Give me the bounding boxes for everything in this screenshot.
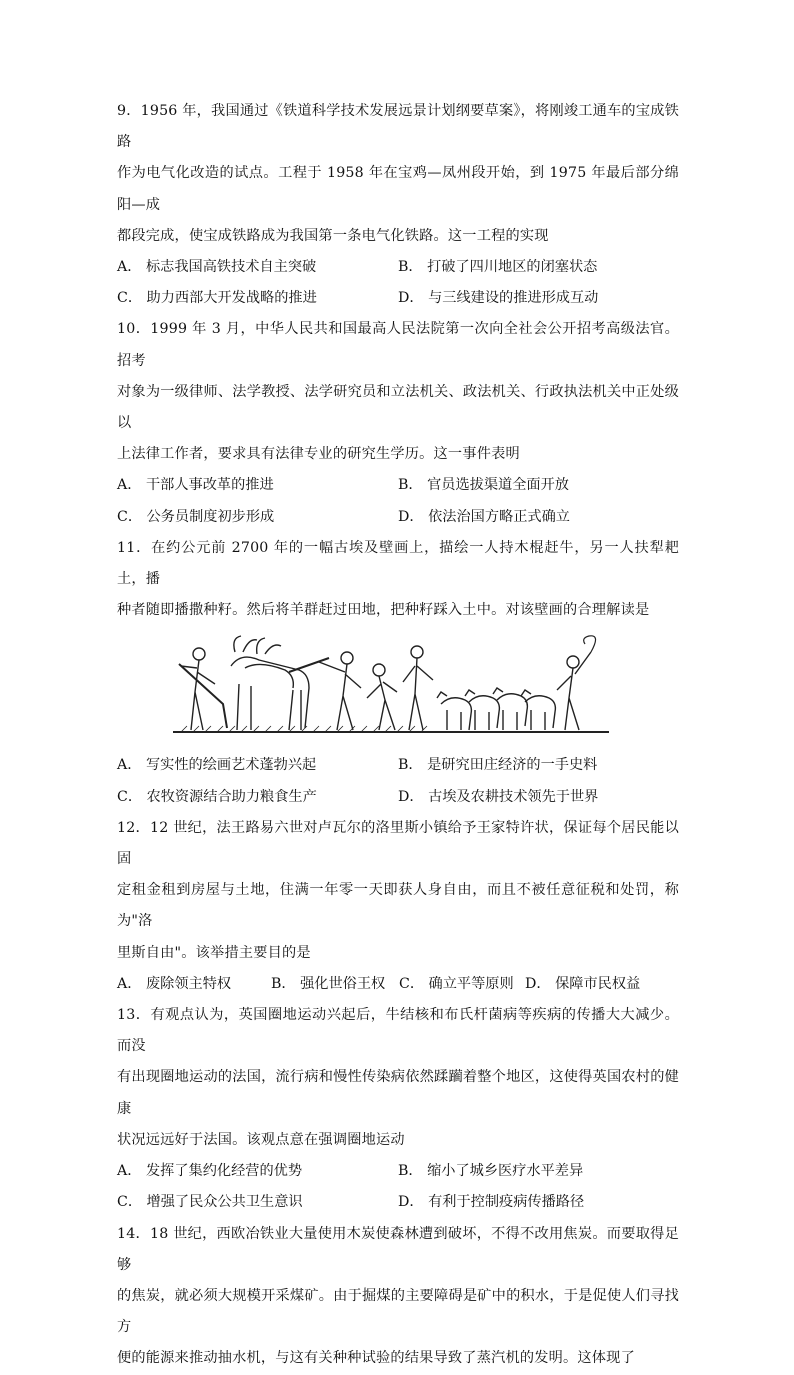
question-stem-line: 里斯自由"。该举措主要目的是 — [117, 944, 311, 961]
question-stem-line: 12．12 世纪，法王路易六世对卢瓦尔的洛里斯小镇给予王家特许状，保证每个居民能以固 — [117, 819, 679, 868]
question-stem-line: 10．1999 年 3 月，中华人民共和国最高人民法院第一次向全社会公开招考高级法官。招考 — [117, 321, 679, 369]
options-row — [117, 502, 679, 533]
egyptian-mural-figure — [117, 632, 679, 748]
options-row — [117, 283, 679, 314]
question-13 — [117, 1000, 679, 1218]
option-a[interactable]: A． 写实性的绘画艺术蓬勃兴起 — [117, 757, 317, 774]
mural-illustration — [171, 632, 611, 744]
option-d[interactable]: D． 与三线建设的推进形成互动 — [398, 290, 599, 307]
options-row — [117, 782, 679, 813]
question-stem-line: 9．1956 年，我国通过《铁道科学技术发展远景计划纲要草案》，将刚竣工通车的宝成铁路 — [117, 103, 679, 151]
question-stem-line: 种者随即播撒种籽。然后将羊群赶过田地，把种籽踩入土中。对该壁画的合理解读是 — [117, 602, 650, 619]
question-stem-line: 有出现圈地运动的法国，流行病和慢性传染病依然蹂躏着整个地区，这使得英国农村的健康 — [117, 1069, 679, 1117]
option-c[interactable]: C． 增强了民众公共卫生意识 — [117, 1194, 303, 1211]
option-c[interactable]: C． 农牧资源结合助力粮食生产 — [117, 788, 317, 805]
option-a[interactable]: A． 发挥了集约化经营的优势 — [117, 1163, 303, 1180]
option-b[interactable]: B． 强化世俗王权 — [271, 975, 386, 992]
question-12 — [117, 813, 679, 1000]
option-d[interactable]: D． 古埃及农耕技术领先于世界 — [398, 788, 599, 805]
options-row — [117, 750, 679, 781]
option-b[interactable]: B． 缩小了城乡医疗水平差异 — [398, 1163, 584, 1180]
option-a[interactable]: A． 废除领主特权 — [117, 975, 232, 992]
options-row — [117, 1187, 679, 1218]
options-row — [117, 470, 679, 501]
option-b[interactable]: B． 官员选拔渠道全面开放 — [398, 477, 569, 494]
question-stem-line: 状况远远好于法国。该观点意在强调圈地运动 — [117, 1131, 405, 1148]
option-c[interactable]: C． 确立平等原则 — [399, 975, 514, 992]
question-stem-line: 便的能源来推动抽水机，与这有关种种试验的结果导致了蒸汽机的发明。这体现了 — [117, 1350, 635, 1367]
options-row — [117, 1156, 679, 1187]
option-a[interactable]: A． 干部人事改革的推进 — [117, 477, 274, 494]
option-b[interactable]: B． 打破了四川地区的闭塞状态 — [398, 259, 598, 276]
options-row — [117, 252, 679, 283]
question-stem-line: 定租金租到房屋与土地，住满一年零一天即获人身自由，而且不被任意征税和处罚，称为"洛 — [117, 882, 679, 930]
question-stem-line: 的焦炭，就必须大规模开采煤矿。由于掘煤的主要障碍是矿中的积水，于是促使人们寻找方 — [117, 1287, 679, 1336]
option-a[interactable]: A． 标志我国高铁技术自主突破 — [117, 259, 317, 276]
question-stem-line: 作为电气化改造的试点。工程于 1958 年在宝鸡—凤州段开始，到 1975 年最后部分绵阳—成 — [117, 165, 679, 213]
question-9 — [117, 96, 679, 314]
options-row — [117, 969, 679, 1000]
exam-page — [117, 96, 679, 1375]
option-d[interactable]: D． 有利于控制疫病传播路径 — [398, 1194, 585, 1211]
question-10 — [117, 314, 679, 532]
option-d[interactable]: D． 依法治国方略正式确立 — [398, 508, 570, 525]
question-stem-line: 14．18 世纪，西欧冶铁业大量使用木炭使森林遭到破坏，不得不改用焦炭。而要取得足够 — [117, 1225, 679, 1273]
question-stem-line: 都段完成，使宝成铁路成为我国第一条电气化铁路。这一工程的实现 — [117, 227, 549, 244]
question-stem-line: 11．在约公元前 2700 年的一幅古埃及壁画上，描绘一人持木棍赶牛，另一人扶犁耙土，播 — [117, 539, 679, 588]
option-b[interactable]: B． 是研究田庄经济的一手史料 — [398, 757, 598, 774]
question-stem-line: 13．有观点认为，英国圈地运动兴起后，牛结核和布氏杆菌病等疾病的传播大大减少。而没 — [117, 1007, 679, 1055]
option-c[interactable]: C． 助力西部大开发战略的推进 — [117, 290, 317, 307]
option-d[interactable]: D． 保障市民权益 — [525, 975, 641, 992]
question-stem-line: 对象为一级律师、法学教授、法学研究员和立法机关、政法机关、行政执法机关中正处级以 — [117, 383, 679, 432]
option-c[interactable]: C． 公务员制度初步形成 — [117, 508, 275, 525]
question-14 — [117, 1219, 679, 1375]
question-stem-line: 上法律工作者，要求具有法律专业的研究生学历。这一事件表明 — [117, 446, 520, 463]
question-11 — [117, 533, 679, 813]
